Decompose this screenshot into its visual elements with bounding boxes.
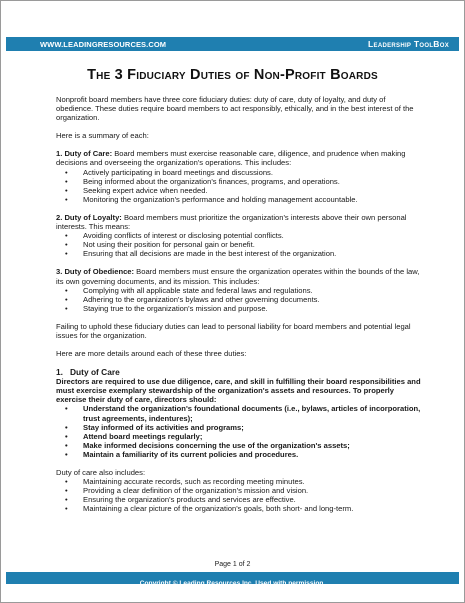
copyright-text: Copyright © Leading Resources Inc. Used with permission. [139, 580, 326, 587]
toolbox-label: Leadership ToolBox [368, 39, 449, 49]
duty-label: 1. Duty of Care: [56, 149, 113, 159]
list-item: • Understand the organization's foundational documents (i.e., bylaws, articles of incorporation, trust agreements, indentures); [56, 404, 424, 422]
list-item: • Maintaining accurate records, such as recording meeting minutes. [56, 477, 424, 486]
care-section [56, 367, 424, 459]
header-bar [6, 37, 459, 51]
duty-text: Board members must ensure the organization operates within the bounds of the law, its own governing documents, and its mission. This includes: [56, 267, 420, 286]
duty-care-summary [56, 149, 424, 204]
duty-label: 2. Duty of Loyalty: [56, 212, 122, 222]
section-heading: 1. Duty of Care [56, 367, 120, 378]
care-section-body: Directors are required to use due diligence, care, and skill in fulfilling their board responsibilities and must exercise exemplary stewardship of the organization's assets and resources. To properly exercise their duty of care, directors should: [56, 377, 421, 405]
list-item: • Attend board meetings regularly; [56, 432, 424, 441]
list-item: • Make informed decisions concerning the use of the organization's assets; [56, 441, 424, 450]
list-item: • Providing a clear definition of the organization's mission and vision. [56, 486, 424, 495]
page-number: Page 1 of 2 [214, 561, 251, 568]
duty-obedience-summary [56, 267, 424, 312]
website-link[interactable]: WWW.LEADINGRESOURCES.COM [40, 39, 167, 49]
duty-loyalty-summary [56, 213, 424, 258]
duty-label: 3. Duty of Obedience: [56, 267, 135, 277]
document-body [56, 95, 424, 513]
duty-text: Board members must prioritize the organization's interests above their own personal interests. This means: [56, 212, 407, 232]
list-item: • Complying with all applicable state and federal laws and regulations. [56, 286, 424, 295]
summary-lead: Here is a summary of each: [56, 131, 149, 141]
intro-paragraph: Nonprofit board members have three core fiduciary duties: duty of care, duty of loyalty, and duty of obedience. These duties require board members to act responsibly, ethically, and in the best interest of the organization. [56, 95, 414, 123]
document-title: The 3 Fiduciary Duties of Non-Profit Boards [87, 67, 378, 83]
list-item: • Ensuring the organization's products and services are effective. [56, 495, 424, 504]
footer-bar [6, 572, 459, 587]
list-item: • Adhering to the organization's bylaws and other governing documents. [56, 295, 424, 304]
care-also-section [56, 468, 424, 513]
care-also-lead: Duty of care also includes: [56, 468, 146, 477]
liability-note: Failing to uphold these fiduciary duties can lead to personal liability for board members and potential legal issues for the organization. [56, 321, 411, 340]
list-item: • Ensuring that all decisions are made in the best interest of the organization. [56, 249, 424, 258]
list-item: • Stay informed of its activities and programs; [56, 423, 424, 432]
list-item: • Avoiding conflicts of interest or disclosing potential conflicts. [56, 231, 424, 240]
list-item: • Maintain a familiarity of its current policies and procedures. [56, 450, 424, 459]
duty-text: Board members must exercise reasonable care, diligence, and prudence when making decisions and overseeing the organization's operations. This includes: [56, 149, 406, 168]
list-item: • Being informed about the organization's finances, programs, and operations. [56, 177, 424, 186]
list-item: • Seeking expert advice when needed. [56, 186, 424, 195]
list-item: • Monitoring the organization's performance and holding management accountable. [56, 195, 424, 204]
list-item: • Staying true to the organization's mission and purpose. [56, 304, 424, 313]
list-item: • Maintaining a clear picture of the organization's goals, both short- and long-term. [56, 504, 424, 513]
list-item: • Actively participating in board meetings and discussions. [56, 168, 424, 177]
details-lead: Here are more details around each of these three duties: [56, 349, 247, 359]
list-item: • Not using their position for personal gain or benefit. [56, 240, 424, 249]
